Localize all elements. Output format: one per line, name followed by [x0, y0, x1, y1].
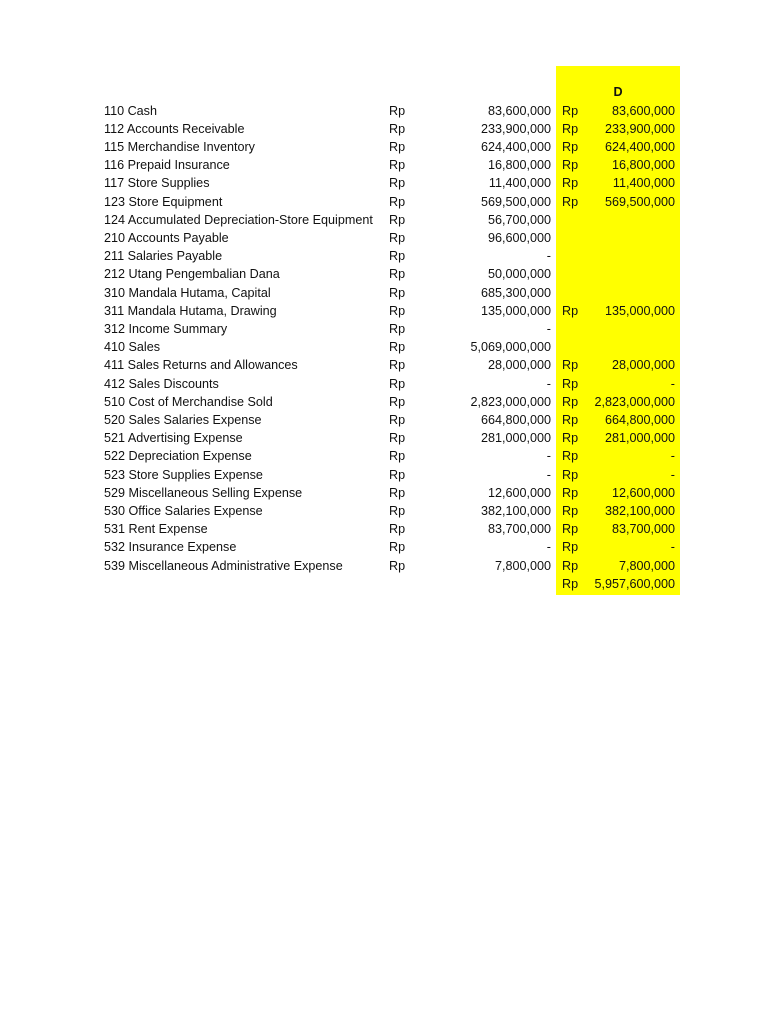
column-d-currency: Rp — [562, 540, 579, 555]
account-row — [0, 466, 768, 484]
account-amount: 624,400,000 — [480, 139, 551, 154]
account-name: 532 Insurance Expense — [104, 540, 237, 555]
column-d-amount: 83,600,000 — [611, 103, 675, 118]
currency-label: Rp — [389, 412, 406, 427]
account-name: 311 Mandala Hutama, Drawing — [104, 303, 277, 318]
column-d-amount: 7,800,000 — [618, 558, 675, 573]
currency-label: Rp — [389, 303, 406, 318]
account-amount: - — [546, 249, 551, 264]
currency-label: Rp — [389, 376, 406, 391]
account-row — [0, 338, 768, 356]
currency-label: Rp — [389, 340, 406, 355]
column-d-header: D — [613, 85, 623, 99]
account-name: 510 Cost of Merchandise Sold — [104, 394, 273, 409]
currency-label: Rp — [389, 249, 406, 264]
account-row — [0, 520, 768, 538]
account-row — [0, 174, 768, 192]
column-d-currency: Rp — [562, 431, 579, 446]
account-row — [0, 247, 768, 265]
column-d-currency: Rp — [562, 394, 579, 409]
account-row — [0, 484, 768, 502]
account-name: 312 Income Summary — [104, 321, 228, 336]
column-d-currency: Rp — [562, 412, 579, 427]
currency-label: Rp — [389, 176, 406, 191]
column-d-amount: - — [670, 467, 675, 482]
total-row — [0, 575, 768, 593]
account-row — [0, 193, 768, 211]
currency-label: Rp — [389, 139, 406, 154]
column-d-currency: Rp — [562, 303, 579, 318]
account-row — [0, 375, 768, 393]
column-d-currency: Rp — [562, 139, 579, 154]
account-amount: 12,600,000 — [487, 485, 551, 500]
account-amount: 28,000,000 — [487, 358, 551, 373]
currency-label: Rp — [389, 540, 406, 555]
account-name: 123 Store Equipment — [104, 194, 223, 209]
currency-label: Rp — [389, 449, 406, 464]
account-row — [0, 102, 768, 120]
account-name: 410 Sales — [104, 340, 161, 355]
currency-label: Rp — [389, 121, 406, 136]
column-d-amount: 135,000,000 — [604, 303, 675, 318]
account-name: 116 Prepaid Insurance — [104, 158, 230, 173]
column-d-currency: Rp — [562, 358, 579, 373]
account-row — [0, 557, 768, 575]
column-d-amount: 382,100,000 — [604, 503, 675, 518]
account-name: 522 Depreciation Expense — [104, 449, 252, 464]
account-amount: 83,600,000 — [487, 103, 551, 118]
account-amount: 382,100,000 — [480, 503, 551, 518]
account-amount: 685,300,000 — [480, 285, 551, 300]
column-d-amount: 664,800,000 — [604, 412, 675, 427]
currency-label: Rp — [389, 558, 406, 573]
column-d-amount: 233,900,000 — [604, 121, 675, 136]
account-name: 124 Accumulated Depreciation-Store Equipment — [104, 212, 373, 227]
account-name: 523 Store Supplies Expense — [104, 467, 263, 482]
account-amount: 83,700,000 — [487, 522, 551, 537]
account-name: 530 Office Salaries Expense — [104, 503, 263, 518]
account-name: 521 Advertising Expense — [104, 431, 243, 446]
account-row — [0, 393, 768, 411]
account-row — [0, 429, 768, 447]
account-amount: - — [546, 449, 551, 464]
column-d-amount: 281,000,000 — [604, 431, 675, 446]
account-name: 412 Sales Discounts — [104, 376, 219, 391]
column-d-currency: Rp — [562, 467, 579, 482]
account-row — [0, 211, 768, 229]
account-name: 212 Utang Pengembalian Dana — [104, 267, 280, 282]
currency-label: Rp — [389, 503, 406, 518]
column-d-amount: 16,800,000 — [611, 158, 675, 173]
account-name: 210 Accounts Payable — [104, 230, 229, 245]
account-name: 112 Accounts Receivable — [104, 121, 245, 136]
column-d-currency: Rp — [562, 376, 579, 391]
account-name: 531 Rent Expense — [104, 522, 208, 537]
account-name: 529 Miscellaneous Selling Expense — [104, 485, 303, 500]
currency-label: Rp — [389, 485, 406, 500]
account-amount: 233,900,000 — [480, 121, 551, 136]
currency-label: Rp — [389, 194, 406, 209]
total-amount: 5,957,600,000 — [594, 576, 675, 591]
account-name: 110 Cash — [104, 103, 157, 118]
account-name: 411 Sales Returns and Allowances — [104, 358, 298, 373]
account-row — [0, 120, 768, 138]
currency-label: Rp — [389, 321, 406, 336]
account-amount: 569,500,000 — [480, 194, 551, 209]
account-row — [0, 320, 768, 338]
account-row — [0, 538, 768, 556]
account-name: 539 Miscellaneous Administrative Expense — [104, 558, 343, 573]
column-d-amount: 12,600,000 — [611, 485, 675, 500]
column-d-amount: 11,400,000 — [612, 176, 675, 191]
column-d-currency: Rp — [562, 449, 579, 464]
account-amount: 50,000,000 — [487, 267, 551, 282]
currency-label: Rp — [389, 267, 406, 282]
column-d-currency: Rp — [562, 522, 579, 537]
account-row — [0, 156, 768, 174]
total-currency: Rp — [562, 576, 579, 591]
column-d-currency: Rp — [562, 194, 579, 209]
column-d-amount: - — [670, 376, 675, 391]
column-d-amount: 28,000,000 — [611, 358, 675, 373]
account-amount: 7,800,000 — [494, 558, 551, 573]
account-name: 520 Sales Salaries Expense — [104, 412, 262, 427]
account-amount: - — [546, 321, 551, 336]
account-name: 117 Store Supplies — [104, 176, 210, 191]
account-amount: 5,069,000,000 — [470, 340, 551, 355]
account-row — [0, 356, 768, 374]
account-amount: 96,600,000 — [487, 230, 551, 245]
currency-label: Rp — [389, 212, 406, 227]
account-amount: 135,000,000 — [480, 303, 551, 318]
currency-label: Rp — [389, 285, 406, 300]
column-d-currency: Rp — [562, 158, 579, 173]
account-amount: 11,400,000 — [488, 176, 551, 191]
account-amount: - — [546, 467, 551, 482]
column-d-currency: Rp — [562, 121, 579, 136]
account-row — [0, 302, 768, 320]
column-d-currency: Rp — [562, 103, 579, 118]
account-amount: 664,800,000 — [480, 412, 551, 427]
currency-label: Rp — [389, 103, 406, 118]
account-amount: 16,800,000 — [487, 158, 551, 173]
account-amount: 281,000,000 — [480, 431, 551, 446]
account-amount: - — [546, 376, 551, 391]
account-amount: 2,823,000,000 — [470, 394, 551, 409]
currency-label: Rp — [389, 230, 406, 245]
account-amount: - — [546, 540, 551, 555]
column-d-currency: Rp — [562, 485, 579, 500]
account-row — [0, 229, 768, 247]
column-d-currency: Rp — [562, 176, 579, 191]
column-d-amount: 2,823,000,000 — [594, 394, 675, 409]
currency-label: Rp — [389, 431, 406, 446]
currency-label: Rp — [389, 522, 406, 537]
currency-label: Rp — [389, 467, 406, 482]
currency-label: Rp — [389, 394, 406, 409]
account-row — [0, 138, 768, 156]
account-row — [0, 265, 768, 283]
column-d-currency: Rp — [562, 503, 579, 518]
column-d-amount: 624,400,000 — [604, 139, 675, 154]
column-d-amount: 569,500,000 — [604, 194, 675, 209]
column-d-amount: 83,700,000 — [611, 522, 675, 537]
account-name: 310 Mandala Hutama, Capital — [104, 285, 271, 300]
column-d-amount: - — [670, 540, 675, 555]
account-name: 115 Merchandise Inventory — [104, 139, 255, 154]
currency-label: Rp — [389, 158, 406, 173]
column-d-amount: - — [670, 449, 675, 464]
account-row — [0, 502, 768, 520]
column-d-currency: Rp — [562, 558, 579, 573]
account-row — [0, 284, 768, 302]
account-row — [0, 411, 768, 429]
account-amount: 56,700,000 — [487, 212, 551, 227]
currency-label: Rp — [389, 358, 406, 373]
account-row — [0, 447, 768, 465]
account-name: 211 Salaries Payable — [104, 249, 223, 264]
